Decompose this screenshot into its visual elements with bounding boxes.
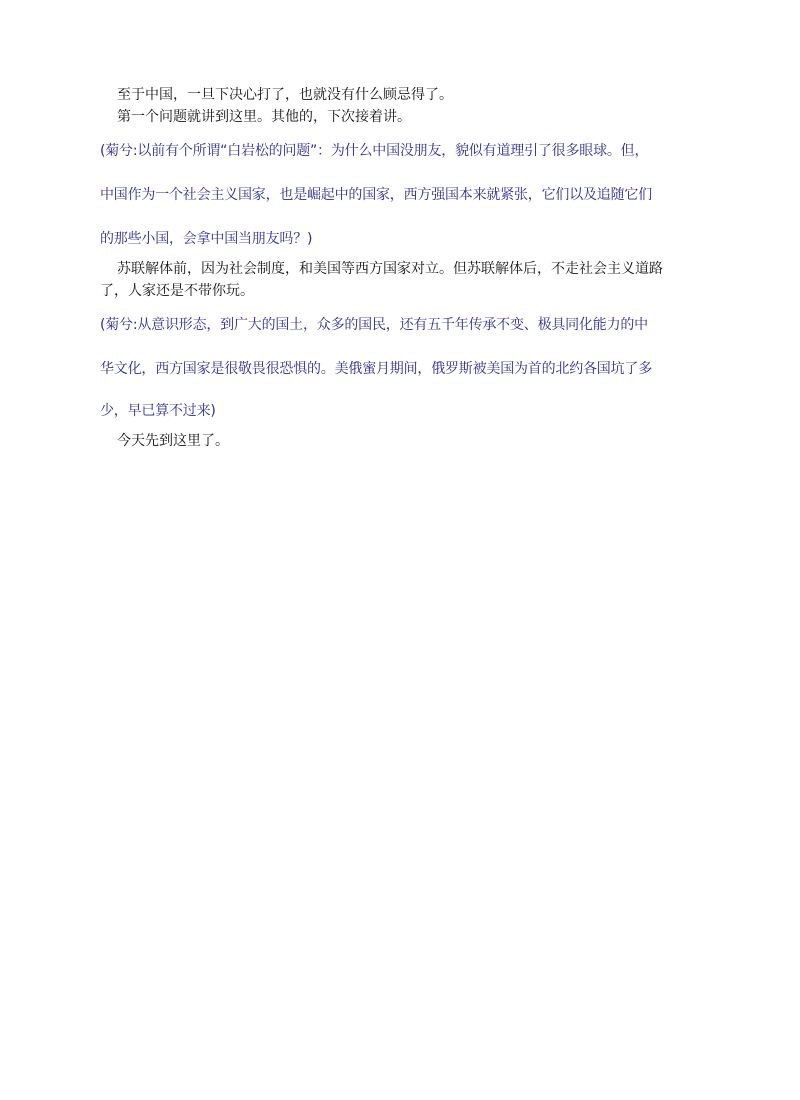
paragraph-soviet-line-1: 苏联解体前，因为社会制度，和美国等西方国家对立。但苏联解体后，不走社会主义道路	[117, 261, 663, 277]
paragraph-china-decision: 至于中国，一旦下决心打了，也就没有什么顾忌得了。	[117, 87, 453, 103]
note-2-line-3: 少，早已算不过来)	[100, 403, 216, 419]
note-2-line-1: (菊兮:从意识形态，到广大的国土，众多的国民，还有五千年传承不变、极具同化能力的中	[100, 317, 648, 333]
note-1-line-3: 的那些小国，会拿中国当朋友吗？)	[100, 231, 313, 247]
note-2-line-2: 华文化，西方国家是很敬畏很恐惧的。美俄蜜月期间，俄罗斯被美国为首的北约各国坑了多	[100, 361, 652, 377]
note-1-line-2: 中国作为一个社会主义国家，也是崛起中的国家，西方强国本来就紧张，它们以及追随它们	[100, 187, 652, 203]
paragraph-soviet-line-2: 了，人家还是不带你玩。	[100, 283, 254, 299]
paragraph-closing: 今天先到这里了。	[117, 433, 229, 449]
paragraph-first-question: 第一个问题就讲到这里。其他的，下次接着讲。	[117, 109, 411, 125]
note-1-line-1: (菊兮:以前有个所谓“白岩松的问题”：为什么中国没朋友，貌似有道理引了很多眼球。但，	[100, 143, 649, 159]
